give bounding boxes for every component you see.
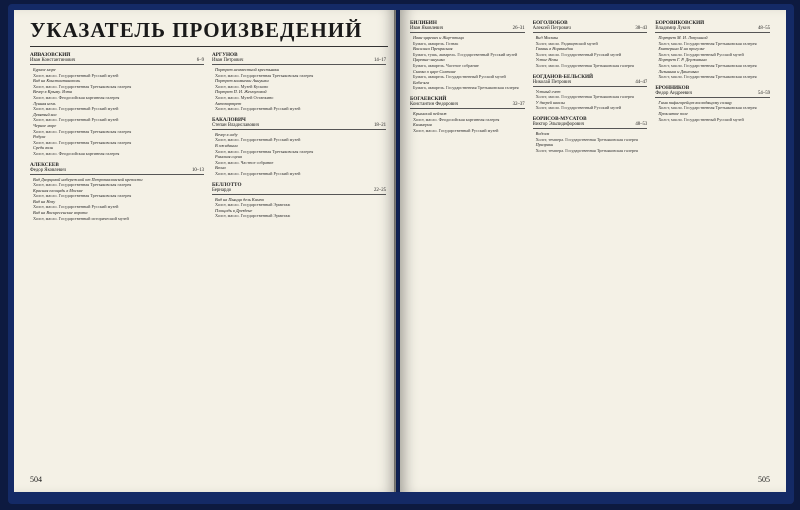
artist-pages: 48–53	[635, 121, 648, 127]
artwork-title: Вид Москвы	[535, 35, 559, 40]
artist-surname: БОГОЛЮБОВ	[532, 20, 568, 26]
artist-pages: 48–55	[758, 26, 771, 31]
artist-pages: 32–37	[512, 101, 525, 107]
artwork-item	[212, 132, 386, 143]
artist-surname: АРГУНОВ	[212, 52, 238, 58]
artwork-title: Весна	[215, 165, 226, 171]
artist-pages: 14–17	[374, 58, 386, 63]
artwork-item	[212, 89, 386, 100]
index-entry	[655, 20, 770, 80]
artwork-details: Холст, масло. Государственный Русский музей	[658, 116, 744, 122]
artwork-item	[212, 208, 386, 219]
artist-surname: АЛЕКСЕЕВ	[30, 161, 59, 168]
artwork-details: Холст, масло. Государственный исторический музей	[33, 215, 129, 221]
artist-name-row	[212, 58, 386, 65]
artist-surname: БИЛИБИН	[410, 20, 437, 26]
artwork-title: Вид на Пьяцца дель Кампо	[215, 196, 264, 202]
artwork-item	[533, 89, 648, 100]
artwork-details: Холст, масло. Феодосийская картинная галерея	[413, 116, 500, 122]
artwork-title: Портрет Г. Р. Державина	[658, 57, 707, 63]
artwork-details: Холст, масло. Феодосийская картинная галерея	[33, 150, 120, 156]
artwork-details: Холст, темпера. Государственная Третьяковская галерея	[535, 136, 638, 142]
page-title: УКАЗАТЕЛЬ ПРОИЗВЕДЕНИЙ	[30, 18, 363, 42]
artwork-item	[212, 143, 386, 154]
artwork-details: Бумага, акварель. Государственная Третьяковская галерея	[413, 85, 519, 91]
artist-pages: 18–21	[374, 122, 386, 128]
artist-name-row	[30, 58, 204, 65]
artwork-item	[655, 57, 770, 68]
artwork-details: Холст, масло. Государственная Третьяковская галерея	[33, 182, 132, 188]
index-entry	[655, 85, 770, 122]
artwork-details: Холст, масло. Государственная Третьяковская галерея	[33, 83, 132, 89]
artwork-details: Холст, масло. Радищевский музей	[535, 40, 598, 46]
artist-surname: БАКАЛОВИЧ	[212, 116, 246, 123]
artwork-item	[410, 46, 525, 57]
artwork-title: Среди волн	[33, 145, 54, 151]
artwork-details: Холст, масло. Государственный Русский музей	[33, 204, 119, 210]
artwork-item	[212, 197, 386, 208]
artwork-details: Холст, масло. Музей Кусково	[215, 83, 269, 89]
index-column	[410, 20, 525, 468]
artwork-item	[30, 134, 204, 145]
page-number-left: 504	[30, 475, 42, 484]
left-page	[14, 10, 396, 492]
artwork-item	[30, 210, 204, 221]
artwork-item	[410, 35, 525, 46]
artwork-title: Устный счет	[535, 88, 561, 94]
artist-name-row	[212, 188, 386, 195]
artist-surname: БОГДАНОВ-БЕЛЬСКИЙ	[532, 73, 594, 80]
index-entry	[410, 20, 525, 91]
artwork-title: Портрет М. И. Лопухиной	[658, 35, 708, 40]
artwork-details: Холст, масло. Государственная Третьяковская галерея	[33, 139, 132, 145]
artwork-title: Черное море	[33, 122, 57, 128]
artwork-item	[30, 67, 204, 78]
artwork-details: Холст, масло. Государственный Эрмитаж	[215, 202, 291, 208]
artwork-item	[30, 89, 204, 100]
artist-given-name: Иван Петрович	[212, 58, 244, 63]
artwork-details: Холст, масло. Государственная Третьяковская галерея	[535, 62, 634, 68]
artwork-item	[533, 131, 648, 142]
artwork-title: Крымский пейзаж	[413, 110, 447, 116]
artwork-item	[533, 46, 648, 57]
index-column	[212, 52, 386, 468]
artwork-item	[30, 101, 204, 112]
index-entry	[212, 182, 386, 219]
artwork-item	[30, 123, 204, 134]
artwork-details: Бумага, акварель. Гознак	[413, 40, 459, 46]
index-column	[533, 20, 648, 468]
artwork-title: Красная площадь в Москве	[33, 187, 83, 193]
artist-name-row	[410, 26, 525, 33]
artist-given-name: Иван Константинович	[30, 58, 76, 63]
artist-given-name: Степан Владиславович	[212, 122, 260, 128]
artwork-title: Вид на Константинополь	[33, 78, 81, 84]
artwork-details: Холст, масло. Государственная Третьяковская галерея	[658, 40, 757, 46]
artist-pages: 44–47	[635, 79, 648, 85]
artist-pages: 6–9	[196, 58, 204, 63]
artwork-details: Холст, масло. Государственная Третьяковская галерея	[215, 148, 314, 154]
artwork-title: Портрет калмычки Аннушки	[215, 78, 269, 84]
title-rule	[30, 46, 388, 47]
artwork-title: Лунная ночь	[33, 100, 56, 106]
artwork-details: Холст, масло. Государственная Третьяковская галерея	[33, 128, 132, 134]
index-column	[655, 20, 770, 468]
artwork-title: Устье Невы	[535, 57, 559, 63]
artwork-item	[410, 111, 525, 122]
artist-name-row	[30, 168, 204, 175]
artwork-title: Гавань в Нормандии	[535, 46, 573, 52]
artist-pages: 26–31	[512, 26, 525, 31]
artwork-details: Холст, масло. Государственный Русский музей	[658, 51, 744, 57]
artwork-details: Холст, масло. Государственный Русский музей	[215, 106, 301, 112]
artwork-item	[30, 188, 204, 199]
artwork-details: Бумага, тушь, акварель. Государственный Русский музей	[413, 51, 518, 57]
artwork-title: Василиса Прекрасная	[413, 46, 453, 52]
artwork-details: Холст, масло. Государственная Третьяковская галерея	[215, 72, 314, 78]
artwork-title: Иван-царевич и Жар-птица	[413, 35, 464, 40]
artist-given-name: Николай Петрович	[532, 79, 572, 85]
artwork-item	[533, 100, 648, 111]
artwork-item	[655, 46, 770, 57]
right-page	[400, 10, 786, 492]
index-entry	[30, 162, 204, 222]
artist-name-row	[533, 26, 648, 33]
artwork-title: В ожидании	[215, 142, 238, 148]
artwork-title: Вид Дворцовой набережной от Петропавловской крепости	[33, 176, 143, 182]
index-column	[30, 52, 204, 468]
artwork-item	[30, 177, 204, 188]
artwork-title: Площадь в Дрездене	[215, 207, 253, 213]
artwork-title: Римская сцена	[215, 154, 242, 160]
artist-surname: БОГАЕВСКИЙ	[410, 95, 447, 102]
artwork-details: Бумага, акварель. Государственный Русский музей	[413, 74, 506, 80]
artwork-details: Холст, масло. Государственная Третьяковская галерея	[658, 62, 757, 68]
artwork-item	[410, 69, 525, 80]
right-columns	[410, 20, 770, 468]
artwork-item	[30, 145, 204, 156]
left-columns	[30, 52, 386, 468]
artwork-item	[533, 142, 648, 153]
artwork-item	[212, 154, 386, 165]
artwork-title: Екатерина II на прогулке	[658, 46, 705, 52]
artist-surname: АЙВАЗОВСКИЙ	[30, 52, 71, 58]
artist-pages: 54–59	[758, 90, 771, 96]
artist-given-name: Федор Яковлевич	[30, 167, 66, 173]
artist-surname: БОРОВИКОВСКИЙ	[655, 20, 705, 26]
index-entry	[533, 116, 648, 153]
artwork-title: Гимн пифагорейцев восходящему солнцу	[658, 99, 733, 105]
artwork-details: Холст, масло. Частное собрание	[215, 159, 274, 165]
artwork-details: Холст, масло. Государственный Русский музей	[535, 51, 622, 57]
artist-name-row	[212, 123, 386, 130]
artwork-details: Бумага, акварель. Частное собрание	[413, 62, 479, 68]
artwork-title: Проклятое поле	[658, 110, 689, 116]
artwork-item	[410, 80, 525, 91]
artwork-item	[212, 101, 386, 112]
artwork-details: Холст, масло. Феодосийская картинная галерея	[33, 94, 120, 100]
artist-name-row	[410, 102, 525, 109]
artwork-title: Вид на Неву	[33, 198, 56, 204]
artwork-item	[655, 111, 770, 122]
artwork-item	[30, 112, 204, 123]
artwork-title: Сказка о царе Салтане	[413, 68, 456, 74]
artist-given-name: Алексей Петрович	[532, 26, 571, 31]
artwork-title: Портрет неизвестной крестьянки	[215, 67, 279, 72]
artist-given-name: Константин Федорович	[410, 101, 459, 107]
artist-surname: БОРИСОВ-МУСАТОВ	[532, 115, 587, 122]
artwork-details: Холст, масло. Государственная Третьяковская галерея	[658, 105, 757, 111]
artwork-title: Радуга	[33, 134, 46, 140]
artwork-item	[655, 100, 770, 111]
artwork-item	[655, 69, 770, 80]
artwork-item	[410, 122, 525, 133]
artwork-title: Баба-яга	[413, 79, 430, 85]
book-spread	[8, 4, 794, 504]
artwork-details: Холст, масло. Государственный Русский музей	[33, 117, 119, 123]
artwork-title: Вечер в Крыму. Ялта	[33, 89, 73, 95]
artwork-details: Холст, темпера. Государственная Третьяковская галерея	[535, 147, 638, 153]
artist-name-row	[533, 122, 648, 129]
artwork-title: Портрет П. И. Жемчуговой	[215, 89, 267, 95]
index-entry	[212, 117, 386, 177]
artwork-title: Лизынька и Дашенька	[658, 68, 699, 74]
artwork-title: Водоем	[535, 130, 550, 136]
artwork-item	[212, 78, 386, 89]
artwork-details: Холст, масло. Государственный Русский музей	[535, 105, 622, 111]
artwork-item	[212, 165, 386, 176]
artwork-details: Холст, масло. Государственный Эрмитаж	[215, 213, 291, 219]
artwork-item	[533, 35, 648, 46]
artwork-item	[30, 78, 204, 89]
page-number-right: 505	[758, 475, 770, 484]
artwork-details: Холст, масло. Государственный Русский музей	[33, 72, 119, 78]
artwork-item	[212, 67, 386, 78]
artwork-title: У дверей школы	[535, 99, 565, 105]
artist-name-row	[533, 80, 648, 87]
artwork-details: Холст, масло. Государственный Русский музей	[215, 170, 301, 176]
artist-name-row	[655, 26, 770, 33]
index-entry	[30, 52, 204, 157]
artwork-title: Вечер в саду	[215, 131, 238, 137]
artist-given-name: Федор Андреевич	[655, 90, 693, 96]
artwork-title: Девятый вал	[33, 111, 57, 117]
artwork-details: Холст, масло. Государственная Третьяковская галерея	[33, 193, 132, 199]
artist-pages: 22–25	[374, 187, 386, 193]
index-entry	[410, 96, 525, 133]
artwork-title: Киммерия	[413, 122, 432, 128]
index-entry	[533, 20, 648, 69]
artwork-title: Автопортрет	[215, 100, 242, 106]
artist-given-name: Владимир Лукич	[655, 26, 691, 31]
artwork-item	[655, 35, 770, 46]
artwork-title: Вид на Воскресенские ворота	[33, 210, 88, 216]
artwork-details: Холст, масло. Государственный Русский музей	[33, 106, 119, 112]
artist-pages: 10–13	[192, 167, 204, 173]
artwork-details: Холст, масло. Государственный Русский музей	[413, 127, 499, 133]
artist-surname: БРОННИКОВ	[655, 84, 690, 91]
artwork-title: Призраки	[535, 142, 554, 148]
artwork-details: Холст, масло. Государственный Русский музей	[215, 137, 301, 143]
artwork-item	[410, 57, 525, 68]
artwork-details: Холст, масло. Музей Останкино	[215, 94, 274, 100]
artist-pages: 38–43	[635, 26, 648, 31]
artist-given-name: Виктор Эльпидифорович	[532, 121, 585, 127]
artwork-details: Холст, масло. Государственная Третьяковская галерея	[658, 74, 757, 80]
artwork-item	[30, 199, 204, 210]
artwork-title: Царевна-лягушка	[413, 57, 445, 63]
artist-given-name: Иван Яковлевич	[410, 26, 444, 31]
artwork-item	[533, 57, 648, 68]
artwork-title: Бурное море	[33, 67, 56, 72]
index-entry	[533, 74, 648, 111]
artwork-details: Холст, масло. Государственная Третьяковская галерея	[535, 94, 634, 100]
artist-name-row	[655, 91, 770, 98]
artist-surname: БЕЛЛОТТО	[212, 181, 242, 188]
artist-given-name: Бернардо	[212, 187, 232, 193]
index-entry	[212, 52, 386, 112]
